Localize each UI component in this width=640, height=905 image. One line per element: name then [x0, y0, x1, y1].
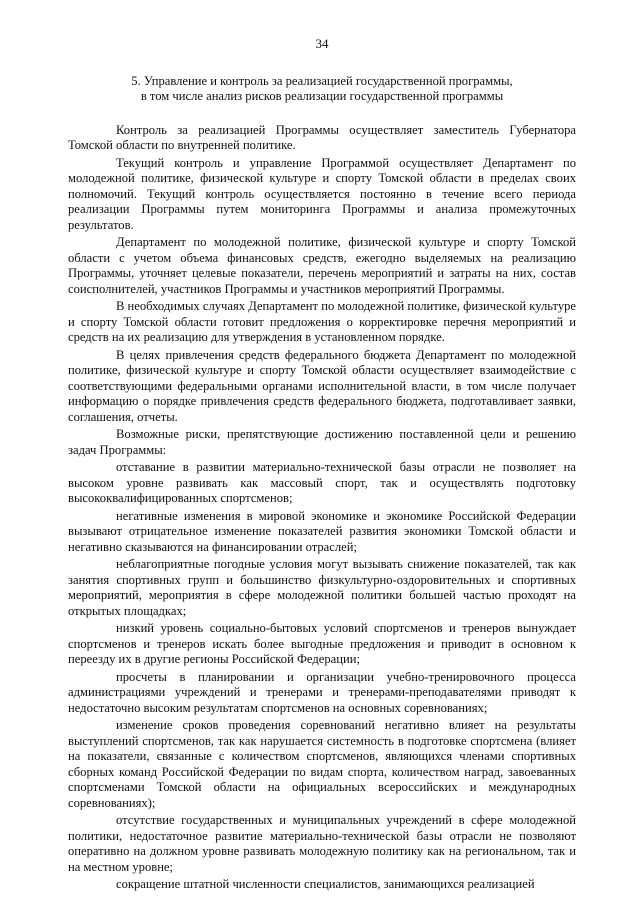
paragraph: Департамент по молодежной политике, физической культуре и спорту Томской области с учетом объема финансовых средств, ежегодно выделяемых на реализацию Программы, уточняет целевые показатели, перечень мероприятий и затраты на них, состав соисполнителей, участников Программы и участников мероприятий Программы. — [68, 235, 576, 296]
risk-list-item: неблагоприятные погодные условия могут вызывать снижение показателей, так как занятия спортивных групп и большинство физкультурно-оздоровительных и спортивных мероприятий, мероприятия в сфере молодежной политики большей частью проходят на открытых площадках; — [68, 557, 576, 618]
risk-list-item: отставание в развитии материально-технической базы отрасли не позволяет на высоком уровне развивать как массовый спорт, так и осуществлять подготовку высококвалифицированных спортсменов; — [68, 460, 576, 505]
risk-list-item: отсутствие государственных и муниципальных учреждений в сфере молодежной политики, недостаточное развитие материально-технической базы отрасли не позволяют оперативно на должном уровне развивать молодежную политику как на региональном, так и на местном уровне; — [68, 813, 576, 874]
paragraph: Текущий контроль и управление Программой осуществляет Департамент по молодежной политике, физической культуре и спорту Томской области в пределах своих полномочий. Текущий контроль осуществляется постоянно в течение всего периода реализации Программы путем мониторинга Программы и анализа промежуточных результатов. — [68, 155, 576, 232]
risk-list-item: просчеты в планировании и организации учебно-тренировочного процесса администрациями учреждений и тренерами и тренерами-преподавателями приводят к недостаточно высоким результатам спортсменов на основных соревнованиях; — [68, 669, 576, 715]
section-heading — [68, 74, 576, 105]
risk-list-item: сокращение штатной численности специалистов, занимающихся реализацией — [116, 877, 535, 891]
section-heading-line-1: 5. Управление и контроль за реализацией государственной программы, — [131, 73, 513, 88]
section-heading-line-2: в том числе анализ рисков реализации государственной программы — [140, 89, 504, 103]
paragraph: В целях привлечения средств федерального бюджета Департамент по молодежной политике, физической культуре и спорту Томской области осуществляет взаимодействие с соответствующими федеральными органами исполнительной власти, в том числе получает информацию о порядке привлечения средств федерального бюджета, подготавливает заявки, соглашения, отчеты. — [68, 347, 576, 424]
page-number: 34 — [315, 36, 329, 51]
risk-list-item: низкий уровень социально-бытовых условий спортсменов и тренеров вынуждает спортсменов и тренеров искать более выгодные предложения и приводит в основном к переезду их в другие регионы Российской Федерации; — [68, 621, 576, 666]
body-text — [68, 123, 576, 893]
paragraph: Контроль за реализацией Программы осуществляет заместитель Губернатора Томской области по внутренней политике. — [68, 122, 576, 152]
risk-list-item: изменение сроков проведения соревнований негативно влияет на результаты выступлений спортсменов, так как нарушается системность в подготовке спортсмена (влияет на показатели, связанные с количеством спортсменов, являющихся членами спортивных сборных команд Российской Федерации по видам спорта, количеством наград, завоеванных спортсменами Томской области на официальных всероссийских и международных соревнованиях); — [68, 718, 576, 810]
paragraph: Возможные риски, препятствующие достижению поставленной цели и решению задач Программы: — [68, 427, 576, 457]
risk-list-item: негативные изменения в мировой экономике и экономике Российской Федерации вызывают отрицательное изменение показателей развития экономики Томской области и негативно сказываются на финансировании отраслей; — [68, 508, 576, 554]
paragraph: В необходимых случаях Департамент по молодежной политике, физической культуре и спорту Томской области готовит предложения о корректировке перечня мероприятий и средств на их реализацию для утверждения в установленном порядке. — [68, 299, 577, 344]
